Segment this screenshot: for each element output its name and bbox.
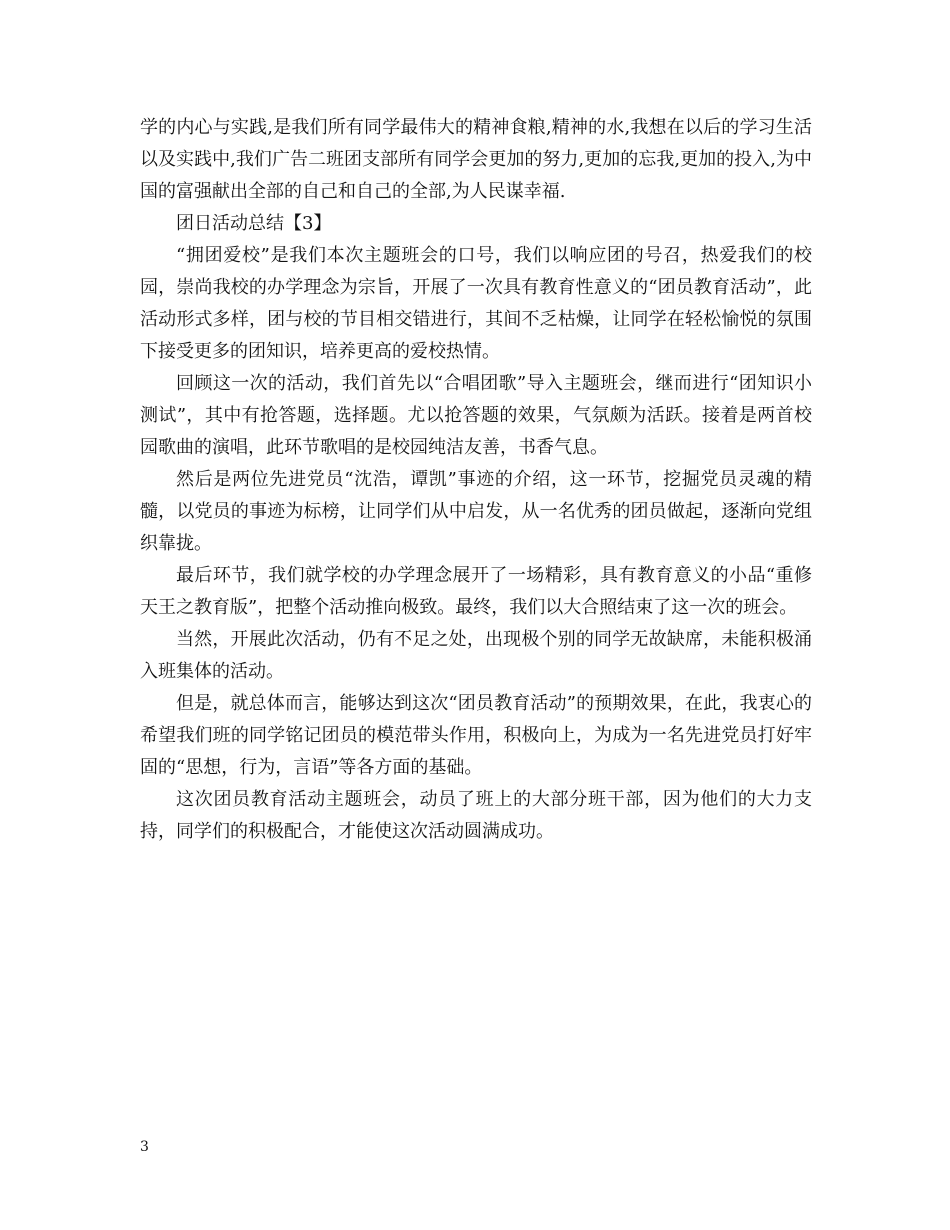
body-paragraph: 这次团员教育活动主题班会，动员了班上的大部分班干部，因为他们的大力支持，同学们的积极配合，才能使这次活动圆满成功。	[140, 789, 812, 842]
section-heading: 团日活动总结【3】	[176, 213, 332, 234]
body-paragraph: 最后环节，我们就学校的办学理念展开了一场精彩，具有教育意义的小品“重修天王之教育版”，把整个活动推向极致。最终，我们以大合照结束了这一次的班会。	[140, 565, 812, 618]
body-paragraph: 当然，开展此次活动，仍有不足之处，出现极个别的同学无故缺席，未能积极涌入班集体的活动。	[140, 629, 812, 682]
body-paragraph: 然后是两位先进党员“沈浩，谭凯”事迹的介绍，这一环节，挖掘党员灵魂的精髓，以党员的事迹为标榜，让同学们从中启发，从一名优秀的团员做起，逐渐向党组织靠拢。	[140, 469, 812, 554]
document-body	[140, 112, 812, 848]
page-number: 3	[140, 1139, 149, 1155]
body-paragraph: 但是，就总体而言，能够达到这次“团员教育活动”的预期效果，在此，我衷心的希望我们班的同学铭记团员的模范带头作用，积极向上，为成为一名先进党员打好牢固的“思想，行为，言语”等各方面的基础。	[140, 693, 812, 778]
body-paragraph: “拥团爱校”是我们本次主题班会的口号，我们以响应团的号召，热爱我们的校园，崇尚我校的办学理念为宗旨，开展了一次具有教育性意义的“团员教育活动”，此活动形式多样，团与校的节目相交错进行，其间不乏枯燥，让同学在轻松愉悦的氛围下接受更多的团知识，培养更高的爱校热情。	[140, 245, 812, 362]
continued-paragraph: 学的内心与实践,是我们所有同学最伟大的精神食粮,精神的水,我想在以后的学习生活以及实践中,我们广告二班团支部所有同学会更加的努力,更加的忘我,更加的投入,为中国的富强献出全部的自己和自己的全部,为人民谋幸福.	[140, 117, 812, 202]
body-paragraph: 回顾这一次的活动，我们首先以“合唱团歌”导入主题班会，继而进行“团知识小测试”，其中有抢答题，选择题。尤以抢答题的效果，气氛颇为活跃。接着是两首校园歌曲的演唱，此环节歌唱的是校园纯洁友善，书香气息。	[140, 373, 812, 458]
